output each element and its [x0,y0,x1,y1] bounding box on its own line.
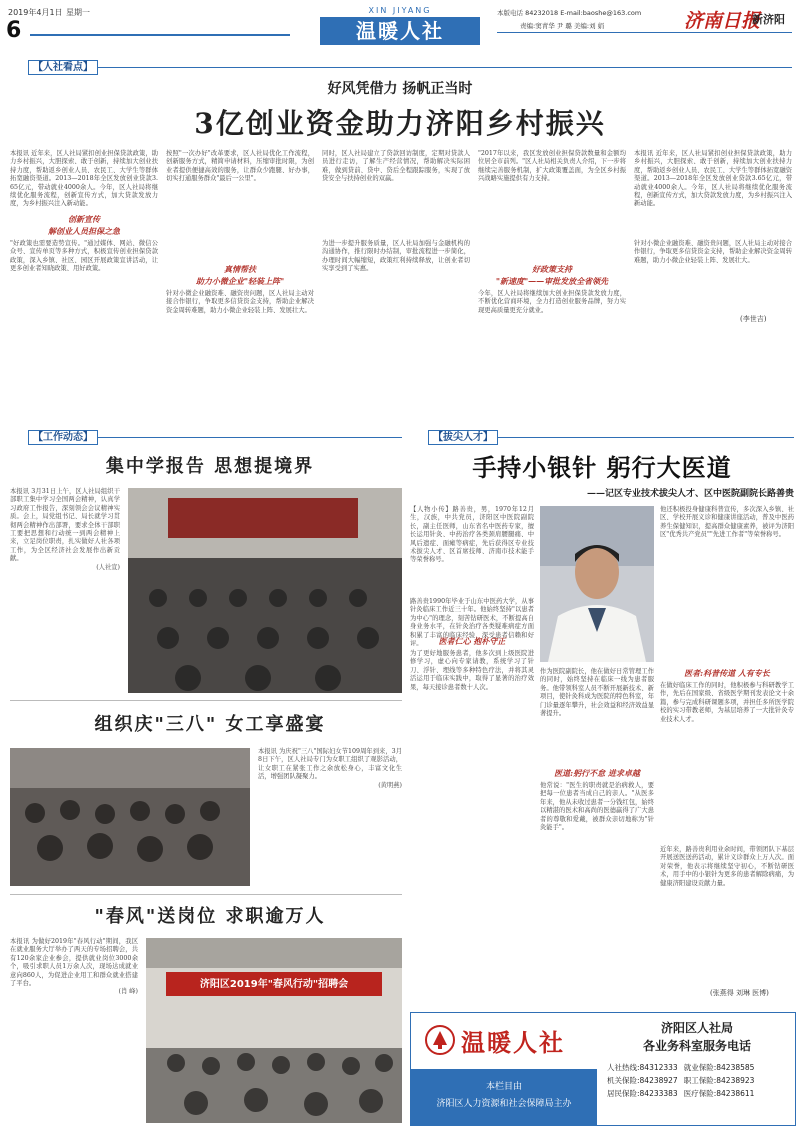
meeting-photo-image [128,488,402,693]
editor-names: 责编:窦青华 尹 璐 美编:刘 娟 [520,22,605,30]
lead-kicker: 好风凭借力 扬帆正当时 [327,81,473,97]
service-sponsor-org: 济阳区人力资源和社会保障局主办 [436,1099,572,1109]
meeting-photo [128,488,402,693]
phone-number: 84312333 [639,1063,678,1072]
work-article3-title: "春风"送岗位 求职逾万人 [94,906,326,927]
lead-subhead-2b: 助力小微企业"轻装上阵" [195,276,285,286]
work-article3-divider [10,894,402,895]
lead-col3-para1: 同时，区人社局建立了贷款回访制度，定期对贷款人员进行走访，了解生产经营情况，帮助解决实际困难，做到贷前、贷中、贷后全程跟踪服务，实现了放贷安全与扶持创业的双赢。 [322,150,470,183]
editor-contact: 本版电话 84232018 E-mail:baoshe@163.com [497,9,642,17]
tag-top-talent: 【拔尖人才】 [428,430,498,445]
lead-col1-para1: 本报讯 近年来，区人社局紧扣创业担保贷款政策，助力乡村振兴，大胆探索、敢于创新，持续加大创业扶持力度，帮助返乡创业人员、农民工、大学生等群体拓宽融资渠道。2013—2018年全区发放创业贷款3.65亿元，带动就业4000余人。今年，区人社局将继续优化服务流程，创新宣传方式，加大贷款发放力度，为乡村振兴注入新动能。 [10,150,158,208]
feature-bio: 【人物小传】路善贵，男，1970年12月生，汉族，中共党员，济阳区中医院副院长，副主任医师，山东省名中医药专家，擅长运用针灸、中药治疗各类颈肩腰腿痛、中风后遗症、面瘫等病症，先后获得区专业技术拔尖人才、区首席技师、济南市技术能手等荣誉称号。 [410,506,534,564]
phone-label: 职工保险: [683,1076,717,1085]
phone-label: 人社热线: [607,1063,640,1072]
lead-col2-para2: 针对小微企业融资难、融资贵问题，区人社局主动对接合作银行，争取更多信贷资金支持，帮助企业解决资金周转难题，助力小微企业轻装上阵、发展壮大。 [166,290,314,314]
service-left [411,1013,597,1125]
tag-work-news: 【工作动态】 [28,430,98,445]
doctor-portrait-image [540,506,654,662]
feature-section [410,428,794,1008]
lead-col3-para2: 为进一步提升服务质量，区人社局加强与金融机构的沟通协作，推行限时办结制，审批流程进一步简化，办理时间大幅缩短，政策红利持续释放，让创业者切实享受到了实惠。 [322,240,470,273]
lead-subhead-1b: 解创业人员担保之急 [48,226,120,236]
feature-col2-para1: 作为医院副院长，他在做好日常管理工作的同时，始终坚持在临床一线为患者服务。他带领科室人员不断开展新技术、新项目，使针灸科成为医院的特色科室，年门诊量逐年攀升，社会效益和经济效益显著提升。 [540,668,654,718]
celebration-photo [10,748,250,886]
feature-col3-para3: 近年来，路善贵利用业余时间，带领团队下基层开展送医送药活动，累计义诊群众上万人次。面对荣誉，他表示将继续坚守初心，不断钻研医术，用手中的小银针为更多的患者解除病痛，为健康济阳建设贡献力量。 [660,846,794,887]
feature-col1-para1: 路善贵1990年毕业于山东中医药大学，从事针灸临床工作近三十年。他始终坚持"以患者为中心"的理念，刻苦钻研医术，不断提高自身业务水平，在针灸治疗各类疑难病症方面积累了丰富的临床经验，深受患者信赖和好评。 [410,598,534,648]
work-article1-title: 集中学报告 思想提境界 [105,456,315,477]
lead-col2-para1: 按照"一次办好"改革要求，区人社局优化工作流程，创新服务方式，精简申请材料，压缩审批时限，为创业者提供便捷高效的服务，让群众少跑腿、好办事，切实打通服务群众"最后一公里"。 [166,150,314,183]
feature-col3-para2: 在做好临床工作的同时，他积极参与科研教学工作，先后在国家级、省级医学期刊发表论文十余篇，参与完成科研课题多项，并担任多所医学院校的实习带教老师，为基层培养了一大批针灸专业技术人才。 [660,682,794,723]
service-box [410,1012,796,1126]
phone-row [607,1087,791,1100]
masthead-pinyin: XIN JIYANG [368,6,432,15]
service-subtitle: 各业务科室服务电话 [642,1039,751,1053]
service-logo-text: 温暖人社 [461,1028,565,1057]
feature-headline: 手持小银针 躬行大医道 [472,453,732,482]
section-title: 温暖人社 [356,19,444,43]
celebration-photo-image [10,748,250,886]
service-title: 济阳区人社局 [660,1021,733,1035]
service-sponsor-band [411,1069,597,1125]
phone-number: 84238923 [716,1076,755,1085]
feature-subhead-2: 医道:躬行不怠 进求卓越 [554,768,640,778]
service-sponsor: 本栏目由 [485,1082,522,1092]
feature-subhead: ——记区专业技术拔尖人才、区中医院副院长路善贵 [586,489,794,499]
work-news-section [10,428,402,1125]
lead-subhead-3: 好政策支持 [532,264,572,274]
work-article2-text: 本报讯 为庆祝"三八"国际妇女节109周年到来，3月8日下午，区人社局专门为女职工组织了观影活动，让女职工在紧张工作之余放松身心，丰富文化生活，增强团队凝聚力。 (黄明燕) [258,748,402,789]
job-fair-photo [146,938,402,1123]
phone-row [607,1074,791,1087]
lead-col4-para2: 今年，区人社局将继续加大创业担保贷款发放力度，不断优化营商环境，全力打造创业服务品牌，努力实现更高质量更充分就业。 [478,290,626,314]
job-fair-banner: 济阳区2019年"春风行动"招聘会 [199,979,349,990]
paper-edition: 新济阳 [752,13,785,26]
lead-article [10,58,794,330]
phone-row [607,1061,791,1074]
work-article1-text: 本报讯 3月31日上午，区人社局组织干部职工集中学习全国两会精神，认真学习政府工作报告，深刻领会会议精神实质。会上，局党组书记、局长就学习贯彻两会精神作出部署，要求全体干部职工要把思想和行动统一到两会精神上来，立足岗位职责，扎实做好人社各项工作，为全区经济社会发展作出新贡献。 (人社宣) [10,488,120,571]
lead-col1-para2: "好政策也需要造势宣传。"通过媒体、网站、微信公众号、宣传单页等多种方式，积极宣传创业担保贷款政策，深入乡镇、社区、园区开展政策宣讲活动，让更多创业者知晓政策、用好政策。 [10,240,158,273]
lead-top-rule [32,67,792,68]
lead-subhead-1: 创新宣传 [68,214,100,224]
page-number: 6 [6,18,22,43]
tag-renshe-kandian: 【人社看点】 [28,60,98,75]
lead-byline: (李世吉) [740,315,767,323]
masthead [0,0,800,48]
feature-byline: (张燕得 刘琳 医博) [710,989,769,997]
phone-label: 就业保险: [683,1063,717,1072]
feature-col3-para1: 他还积极投身健康科普宣传，多次深入乡镇、社区、学校开展义诊和健康讲座活动，普及中医药养生保健知识，提高群众健康素养，被评为济阳区"优秀共产党员""先进工作者"等荣誉称号。 [660,506,794,539]
phone-number: 84238611 [716,1089,755,1098]
work-article2-divider [10,700,402,701]
feature-col1-para2: 为了更好地服务患者，他多次到上级医院进修学习，虚心向专家请教，系统学习了针刀、浮针、埋线等多种特色疗法，并将其灵活运用于临床实践中，取得了显著的治疗效果，每天接诊患者数十人次。 [410,650,534,691]
lead-headline: 3亿创业资金助力济阳乡村振兴 [194,107,606,140]
lead-col5-para2: 针对小微企业融资难、融资贵问题，区人社局主动对接合作银行，争取更多信贷资金支持，帮助企业解决资金周转难题，助力小微企业轻装上阵、发展壮大。 [634,240,792,264]
service-logo-icon [425,1025,455,1055]
feature-subhead-1: 医者仁心 抱朴守正 [438,636,506,646]
phone-label: 医疗保险: [683,1089,717,1098]
feature-col2-para2: 他常说："医生的职责就是治病救人，要把每一位患者当成自己的亲人。"从医多年来，他从未收过患者一分钱红包，始终以精湛的医术和高尚的医德赢得了广大患者的尊敬和爱戴，被群众亲切地称为"针灸能手"。 [540,782,654,832]
work-article3-text: 本报讯 为做好2019年"春风行动"期间，我区在就业服务大厅举办了两天的专场招聘会，共有120余家企业参会，提供就业岗位3000余个，吸引求职人员1万余人次，现场达成就业意向860人，为促进企业用工和群众就业搭建了平台。 (肖 峰) [10,938,138,996]
doctor-portrait [540,506,654,662]
work-article2-title: 组织庆"三八" 女工享盛宴 [94,714,326,735]
issue-date: 2019年4月1日 [8,8,63,17]
phone-number: 84233383 [639,1089,678,1098]
feature-subhead-3: 医者:科普传道 人有专长 [684,668,770,678]
masthead-rule [30,34,290,36]
lead-col4-para1: "2017年以来，我区发放创业担保贷款数量和金额均位居全市前列。"区人社局相关负责人介绍，下一步将继续完善服务机制，扩大政策覆盖面，为全区乡村振兴战略实施提供有力支持。 [478,150,626,183]
job-fair-photo-image [146,938,402,1123]
service-right [603,1013,791,1125]
renshe-emblem-icon [425,1025,455,1055]
lead-subhead-2: 真情帮扶 [224,264,256,274]
lead-subhead-3b: "新速度"——审批发放全省领先 [495,276,609,286]
paper-logo: 济南日报 [684,10,761,32]
section-title-banner [320,17,480,45]
lead-col5-para1: 本报讯 近年来，区人社局紧扣创业担保贷款政策，助力乡村振兴，大胆探索、敢于创新，持续加大创业扶持力度，帮助返乡创业人员、农民工、大学生等群体拓宽融资渠道。2013—2018年全区发放创业贷款3.65亿元，带动就业4000余人。今年，区人社局将继续优化服务流程，创新宣传方式，加大贷款发放力度，为乡村振兴注入新动能。 [634,150,792,208]
phone-label: 机关保险: [607,1076,640,1085]
masthead-rule-right [497,32,792,33]
issue-weekday: 星期一 [66,8,90,17]
phone-number: 84238927 [639,1076,678,1085]
service-phone-list [607,1061,791,1100]
phone-label: 居民保险: [607,1089,640,1098]
phone-number: 84238585 [716,1063,755,1072]
